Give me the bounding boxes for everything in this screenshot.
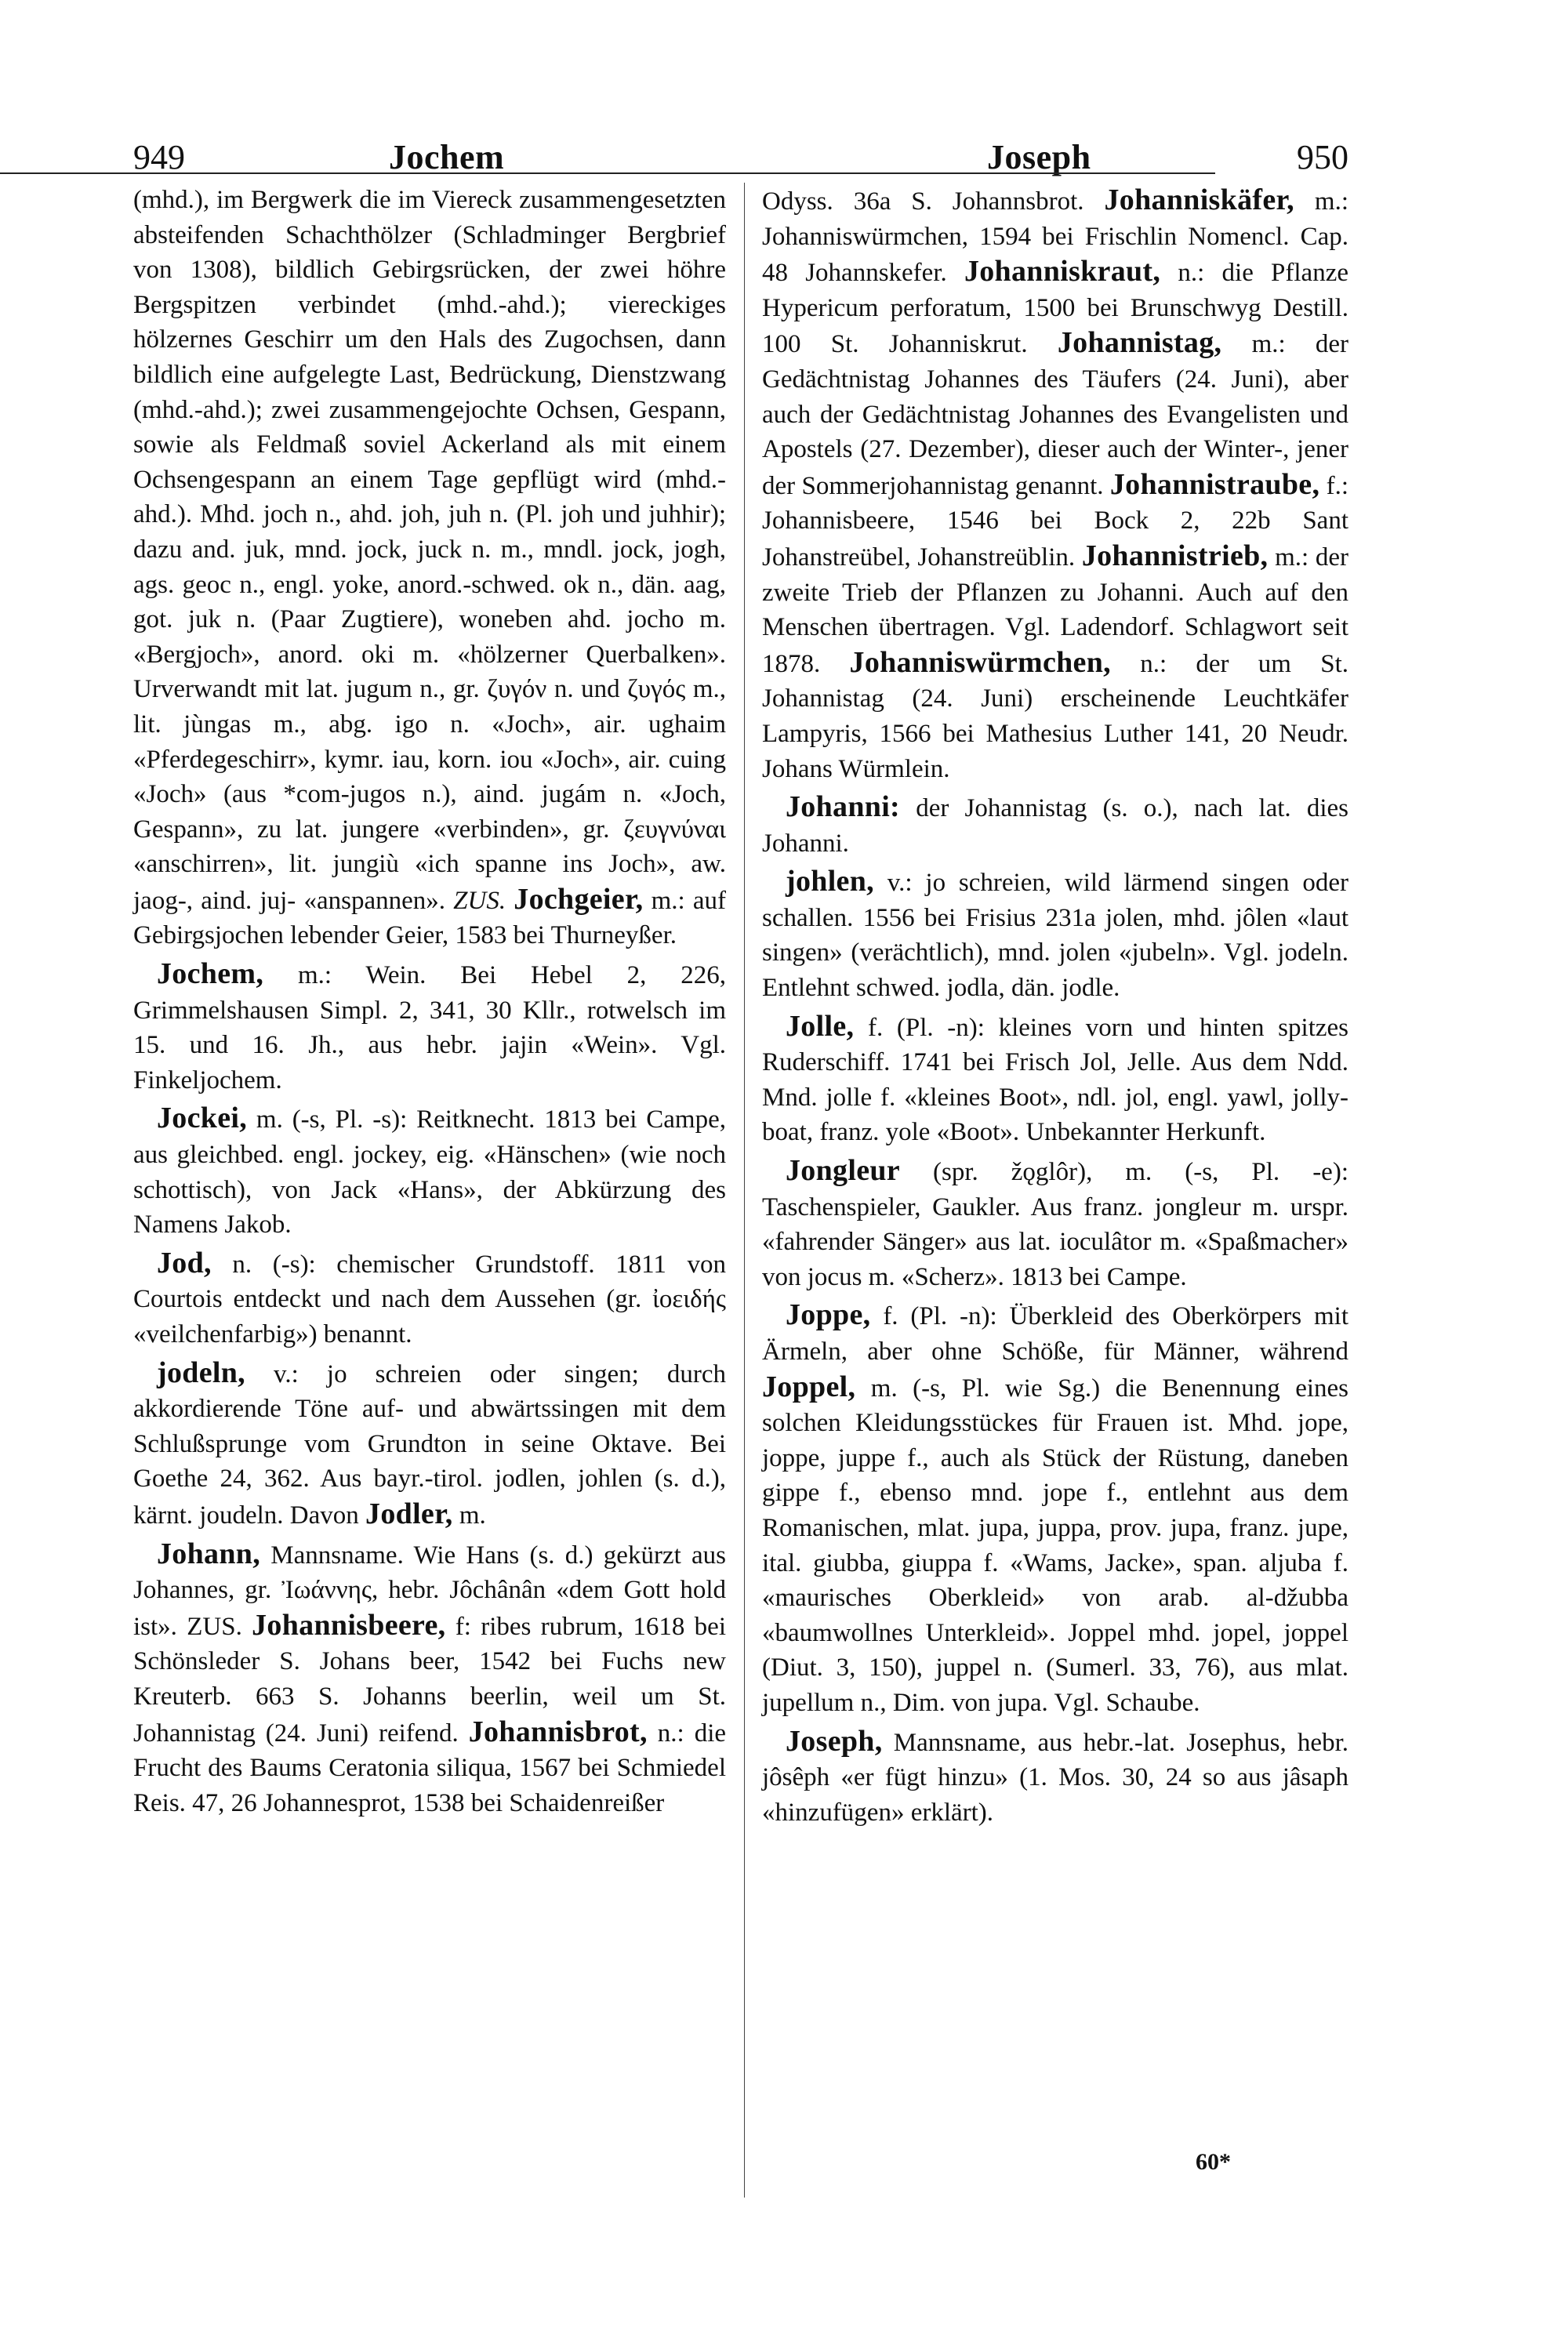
entry-text: m.: auf Gebirgsjochen lebender Geier, 1583 bei Thurneyßer. (133, 886, 726, 950)
entry-text: m.: der zweite Trieb der Pflanzen zu Johanni. Auch auf den Menschen übertragen. Vgl. Ladendorf. Schlagwort seit 1878. (762, 543, 1348, 678)
entry-text: v.: jo schreien, wild lärmend singen oder schallen. 1556 bei Frisius 231a jolen, mhd. jôlen «laut singen» (verächtlich), mnd. jolen «jubeln». Vgl. jodeln. Entlehnt schwed. jodla, dän. jodle. (762, 869, 1349, 1003)
headword: Johannistrieb, (1081, 539, 1269, 572)
entry-jodeln (133, 1356, 726, 1534)
headword: Johannistraube, (1109, 467, 1320, 501)
entry-text: v.: jo schreien oder singen; durch akkordierende Töne auf- und abwärtssingen mit dem Schlußsprunge vom Grundton in seine Oktave. Bei Goethe 24, 362. Aus bayr.-tirol. jodlen, johlen (s. d.), kärnt. joudeln. Davon (133, 1359, 726, 1530)
entry-text: m. (-s, Pl. wie Sg.) die Benennung eines solchen Kleidungsstückes für Frauen ist. Mhd. jope, joppe, juppe f., auch als Stück der Rüstung, daneben gippe f., ebenso mnd. jope f., entlehnt aus dem Romanischen, mlat. jupa, juppa, prov. jupa, franz. jupe, ital. giubba, giuppa f. «Wams, Jacke», span. aljuba f. «maurisches Oberkleid» von arab. al-džubba «baumwollnes Unterkleid». Joppel mhd. jopel, joppel (Diut. 3, 150), juppel n. (Sumerl. 33, 76), aus mlat. jupellum n., Dim. von jupa. Vgl. Schaube. (762, 1374, 1349, 1717)
page-number-left: 949 (133, 138, 185, 176)
entry-johannisbrot-continued (762, 183, 1348, 786)
entry-jongleur (762, 1153, 1348, 1294)
headword: Johannisbeere, (252, 1608, 446, 1642)
entry-text: n.: der um St. Johannistag (24. Juni) erscheinende Leuchtkäfer Lampyris, 1566 bei Mathesius Luther 141, 20 Neudr. Johans Würmlein. (762, 649, 1349, 783)
headword: Joppel, (762, 1370, 856, 1403)
entry-johlen (762, 864, 1348, 1005)
headword: Jochgeier, (514, 882, 644, 916)
entry-text: f. (Pl. -n): kleines vorn und hinten spitzes Ruderschiff. 1741 bei Frisch Jol, Jelle. Aus dem Ndd. Mnd. jolle f. «kleines Boot», ndl. jol, engl. yawl, jolly-boat, franz. yole «Boot». Unbekannter Herkunft. (762, 1013, 1348, 1147)
entry-text: m. (459, 1501, 486, 1530)
left-column (133, 183, 726, 1820)
entry-jolle (762, 1009, 1348, 1150)
running-head-left: Jochem (389, 138, 505, 176)
entry-joch-continued (133, 183, 726, 953)
headword: jodeln, (157, 1356, 245, 1389)
entry-text: f.: Johannisbeere, 1546 bei Bock 2, 22b Sant Johanstreübel, Johanstreüblin. (762, 471, 1349, 572)
headword: Jongleur (786, 1154, 900, 1188)
headword: Johannisbrot, (468, 1715, 648, 1748)
headword: Jochem, (157, 957, 264, 991)
entry-jockei (133, 1101, 726, 1242)
entry-joppe (762, 1298, 1348, 1720)
entry-text: m.: Johanniswürmchen, 1594 bei Frischlin Nomencl. Cap. 48 Johannskefer. (762, 187, 1349, 288)
entry-text: m.: der Gedächtnistag Johannes des Täufers (24. Juni), aber auch der Gedächtnistag Johannes des Evangelisten und Apostels (27. Dezember), dieser auch der Winter-, jener der Sommerjohannistag genannt. (762, 330, 1348, 500)
headword: Johann, (157, 1537, 261, 1570)
headword: Joppe, (786, 1298, 871, 1332)
entry-text: (spr. žǫglôr), m. (-s, Pl. -e): Taschenspieler, Gaukler. Aus franz. jongleur m. urspr. «fahrender Sänger» aus lat. ioculâtor m. «Spaßmacher» von jocus m. «Scherz». 1813 bei Campe. (762, 1158, 1348, 1291)
headword: Jod, (157, 1246, 212, 1279)
headword: Johanniswürmchen, (849, 645, 1111, 679)
entry-jochem (133, 956, 726, 1098)
entry-johanni (762, 789, 1348, 861)
entry-text: n. (-s): chemischer Grundstoff. 1811 von Courtois entdeckt und nach dem Aussehen (gr. ἰοειδής «veilchenfarbig») benannt. (133, 1250, 726, 1348)
right-column (762, 183, 1348, 1830)
headword: Johanniskäfer, (1104, 183, 1294, 216)
entry-joseph (762, 1724, 1348, 1831)
headword: Jockei, (157, 1102, 248, 1135)
running-head-right: Joseph (987, 138, 1091, 176)
headword: Johanni: (786, 790, 901, 824)
entry-johann (133, 1537, 726, 1821)
headword: Johannistag, (1057, 326, 1222, 360)
header-rule (0, 172, 1215, 174)
entry-text: (mhd.), im Bergwerk die im Viereck zusammengesetzten absteifenden Schachthölzer (Schladminger Bergbrief von 1308), bildlich Gebirgsrücken, der zwei höhre Bergspitzen verbindet (mhd.-ahd.); viereckiges hölzernes Geschirr um den Hals des Zugochsen, dann bildlich eine aufgelegte Last, Bedrückung, Dienstzwang (mhd.-ahd.); zwei zusammengejochte Ochsen, Gespann, sowie als Feldmaß soviel Ackerland als mit einem Ochsengespann an einem Tage gepflügt wird (mhd.-ahd.). Mhd. joch n., ahd. joh, juh n. (Pl. joh und juhhir); dazu and. juk, mnd. jock, juck n. m., mndl. jock, jogh, ags. geoc n., engl. yoke, anord.-schwed. ok n., dän. aag, got. juk n. (Paar Zugtiere), woneben ahd. jocho m. «Bergjoch», anord. oki m. «hölzerner Querbalken». Urverwandt mit lat. jugum n., gr. ζυγόν n. und ζυγός m., lit. jùngas m., abg. igo n. «Joch», air. ughaim «Pferdegeschirr», kymr. iau, korn. iou «Joch», air. cuing «Joch» (aus *com-jugos n.), aind. jugám n. «Joch, Gespann», zu lat. jungere «verbinden», gr. ζευγνύναι «anschirren», lit. jungiù «ich spanne ins Joch», aw. jaog-, aind. juj- «anspannen». (133, 186, 726, 915)
zus-marker: ZUS. (453, 886, 506, 915)
entry-jod (133, 1246, 726, 1352)
headword: Johanniskraut, (964, 255, 1161, 289)
entry-text: n.: die Frucht des Baums Ceratonia siliqua, 1567 bei Schmiedel Reis. 47, 26 Johannesprot, 1538 bei Schaidenreißer (133, 1719, 727, 1817)
entry-text: Mannsname, aus hebr.-lat. Josephus, hebr. jôsêph «er fügt hinzu» (1. Mos. 30, 24 so aus jâsaph «hinzufügen» erklärt). (762, 1728, 1349, 1827)
headword: johlen, (786, 865, 874, 898)
headword: Jodler, (365, 1497, 453, 1530)
entry-text: m.: Wein. Bei Hebel 2, 226, Grimmelshausen Simpl. 2, 341, 30 Kllr., rotwelsch im 15. und 16. Jh., aus hebr. jajin «Wein». Vgl. Finkeljochem. (133, 961, 727, 1094)
entry-text: der Johannistag (s. o.), nach lat. dies Johanni. (762, 794, 1348, 858)
entry-text: n.: die Pflanze Hypericum perforatum, 1500 bei Brunschwyg Destill. 100 St. Johanniskrut. (762, 259, 1348, 359)
headword: Joseph, (786, 1724, 883, 1758)
entry-text: m. (-s, Pl. -s): Reitknecht. 1813 bei Campe, aus gleichbed. engl. jockey, eig. «Hänschen» (wie noch schottisch), von Jack «Hans», der Abkürzung des Namens Jakob. (133, 1105, 726, 1240)
page-number-right: 950 (1297, 138, 1348, 176)
signature-mark: 60* (1196, 2149, 1231, 2175)
entry-text: f: ribes rubrum, 1618 bei Schönsleder S. Johans beer, 1542 bei Fuchs new Kreuterb. 663 S. Johanns beerlin, weil um St. Johannistag (24. Juni) reifend. (133, 1612, 726, 1748)
column-divider (744, 183, 745, 2198)
entry-text: Odyss. 36a S. Johannsbrot. (762, 187, 1084, 216)
entry-text: Mannsname. Wie Hans (s. d.) gekürzt aus Johannes, gr. Ἰωάννης, hebr. Jôchânân «dem Gott hold ist». ZUS. (133, 1541, 727, 1641)
headword: Jolle, (786, 1009, 855, 1043)
entry-text: f. (Pl. -n): Überkleid des Oberkörpers mit Ärmeln, aber ohne Schöße, für Männer, während (762, 1302, 1349, 1366)
